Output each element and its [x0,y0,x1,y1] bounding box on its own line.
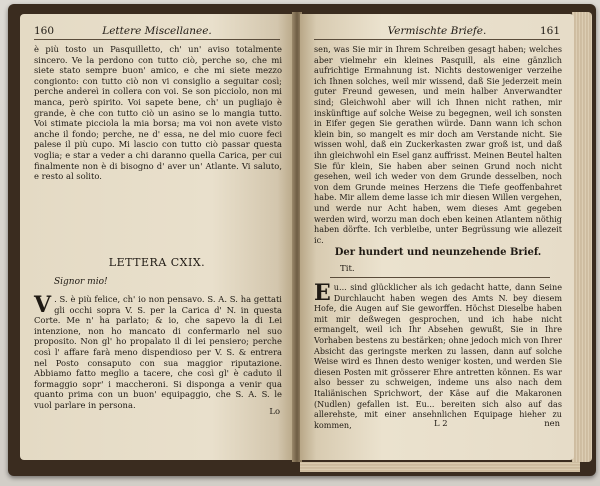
letter-salutation: Signor mio! [54,277,108,287]
left-page [20,14,294,460]
left-paragraph-2 [34,294,282,411]
right-paragraph-1: sen, was Sie mir in Ihrem Schreiben gesagt haben; welches aber vielmehr ein kleines Pasquill, als eine gänzlich aufrichtige Ermahnung ist. Nichts destoweniger verzeihe ich Ihnen solches, weil mir wissend, daß Sie jederzeit mein guter Freund gewesen, und mein halber Anverwandter sind; Gleichwohl aber will ich Ihnen nicht rathen, mir inskünftige auf solche Weise zu begegnen, weil ich sonsten in Eifer gegen Sie gerathen würde. Dann wann ich schon klein bin, so mangelt es mir doch am Verstande nicht. Sie wissen wohl, daß ein Zuckerkasten zwar groß ist, und daß ihn gleichwohl ein Esel ganz auffrisst. Meinen Beutel halten Sie für klein, Sie haben aber seinen Grund noch nicht gesehen, weil ich weder von dem Grunde desselben, noch von dem Grunde meines Herzens die Tiefe geoffenbahret habe. Mir allem deme lasse ich mir diesen Willen vergehen, und werde nur Acht haben, wem dieses Amt gegeben werden wird, worzu man doch eben keinen Atlantem nöthig haben dörfte. Ich verbleibe, unter Begrüssung wie allezeit ic. [314,44,562,245]
left-running-head [34,24,280,38]
letter-heading: LETTERA CXIX. [108,256,206,269]
right-page [300,14,574,460]
left-paragraph-2-text: . S. è più felice, ch' io non pensavo. S. A. S. ha gettati gli occhi sopra V. S. per la Carica d' N. in questa Corte. Me n' ha parlato; & io, che sapevo la di Lei intenzione, non ho mancato di confermarlo nel suo proposito. Non gl' ho propalato il di lei pensiero; perche così l' affare farà meno dispendioso per V. S. & entrera nel Posto consaputo con sua maggior riputazione. Abbiamo fatto meglio a tacere, che così gl' è caduto il formaggio sopr' i maccheroni. Si disponga a venir qua quanto prima con un buon' equipaggio, che S. A. S. le vuol parlare in persona. [34,294,282,410]
right-paragraph-2-text: u... sind glücklicher als ich gedacht hatte, dann Seine Durchlaucht haben wegen des Amts N. bey diesem Hofe, die Augen auf Sie geworffen. Höchst Dieselbe haben mit mir deßwegen gesprochen, und ich habe nicht ermangelt, weil ich Ihr Absehen gewußt, Sie in Ihre Vorhaben bestens zu bestärken; ohne jedoch mich von Ihrer Absicht das geringste merken zu lassen, dann auf solche Weise wird es Ihnen desto weniger kosten, und werden Sie diesen Posten mit grösserer Ehre antretten können. Es war also besser zu schweigen, indeme uns also nach dem Italiänischen Sprichwort, der Käse auf die Makaronen (Nudlen) gefallen ist. Eu... bereiten sich also auf das allerehste, mit einer ansehnlichen Equipage hieher zu kommen, [314,282,562,430]
right-running-head [314,24,560,38]
right-paragraph-2 [314,282,562,430]
right-page-number: 161 [539,25,560,37]
left-running-title: Lettere Miscellanee. [102,25,212,37]
signature-mark: L 2 [434,418,448,428]
page-block-edge [572,12,592,462]
dropcap-v: V [34,292,52,318]
right-letter-rule [330,277,550,278]
left-head-rule [34,39,280,40]
right-salutation: Tit. [340,264,355,274]
page-block-bottom-edge [300,462,580,472]
right-running-title: Vermischte Briefe. [387,25,487,37]
left-page-number: 160 [34,25,55,37]
left-catchword: Lo [269,406,280,416]
right-catchword: nen [544,418,560,428]
left-paragraph-1: è più tosto un Pasquilletto, ch' un' aviso totalmente sincero. Ve la perdono con tutto ciò, perche so, che mi siete stato sempre buon' amico, e che mi siete mezzo congionto: con tutto ciò non vi consiglio a seguitar così; perche andereì in collera con voi. Se son picciolo, non mi manca, però spirito. Voi sapete bene, ch' un pugliajo è grande, è che con tutto ciò un asino se lo mangia tutto. Voi stimate picciola la mia borsa; ma voi non avete visto anche il fondo; perche, ne d' essa, ne del mio cuore feci palese il più cupo. Mi lascio con tutto ciò passar questa voglia; e star a veder a chi daranno quella Carica, per cui finalmente non è di bisogno d' aver un' Atlante. Vi saluto, e resto al solito. [34,44,282,182]
right-head-rule [314,39,560,40]
dropcap-e: E [314,280,331,306]
right-letter-heading: Der hundert und neunzehende Brief. [334,247,542,258]
